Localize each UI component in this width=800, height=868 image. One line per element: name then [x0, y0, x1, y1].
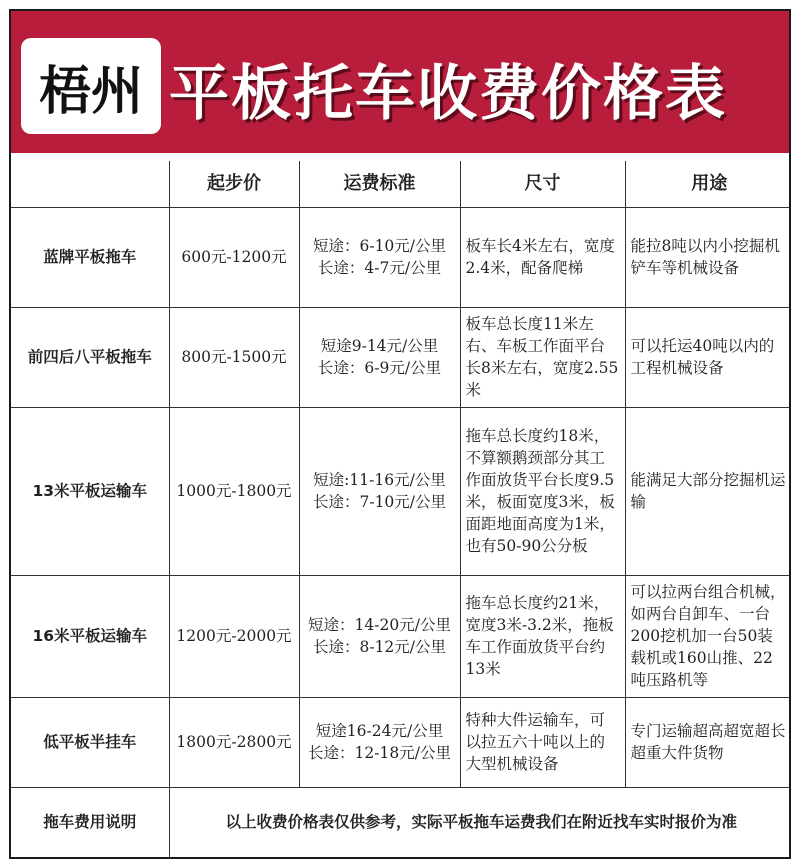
start-price: 1000元-1800元 [169, 407, 299, 575]
table-row [11, 207, 791, 307]
freight-rate [299, 307, 460, 407]
usage-desc: 能拉8吨以内小挖掘机铲车等机械设备 [625, 207, 791, 307]
start-price: 1200元-2000元 [169, 575, 299, 697]
note-text: 以上收费价格表仅供参考，实际平板拖车运费我们在附近找车实时报价为准 [169, 787, 791, 857]
vehicle-name: 16米平板运输车 [11, 575, 169, 697]
freight-rate [299, 207, 460, 307]
start-price: 800元-1500元 [169, 307, 299, 407]
usage-desc: 专门运输超高超宽超长超重大件货物 [625, 697, 791, 787]
usage-desc: 能满足大部分挖掘机运输 [625, 407, 791, 575]
freight-rate [299, 575, 460, 697]
table-row [11, 575, 791, 697]
size-spec: 拖车总长度约21米，宽度3米-3.2米，拖板车工作面放货平台约13米 [460, 575, 625, 697]
short-rate: 短途：6-10元/公里 [312, 237, 447, 255]
header-cell-use: 用途 [625, 161, 791, 207]
size-spec: 拖车总长度约18米，不算额鹅颈部分其工作面放货平台长度9.5米，板面宽度3米，板面距地面高度为1米，也有50-90公分板 [460, 407, 625, 575]
start-price: 1800元-2800元 [169, 697, 299, 787]
size-spec: 特种大件运输车，可以拉五六十吨以上的大型机械设备 [460, 697, 625, 787]
long-rate: 长途：12-18元/公里 [308, 744, 451, 762]
vehicle-name: 13米平板运输车 [11, 407, 169, 575]
short-rate: 短途:11-16元/公里 [313, 471, 446, 489]
freight-rate [299, 407, 460, 575]
note-label: 拖车费用说明 [11, 787, 169, 857]
price-sheet [9, 9, 791, 859]
table-header-row [11, 161, 791, 207]
header-cell-freight: 运费标准 [299, 161, 460, 207]
short-rate: 短途：14-20元/公里 [308, 616, 451, 634]
short-rate: 短途9-14元/公里 [320, 337, 439, 355]
header-cell-size: 尺寸 [460, 161, 625, 207]
long-rate: 长途：4-7元/公里 [317, 259, 442, 277]
size-spec: 板车总长度11米左右、车板工作面平台长8米左右，宽度2.55米 [460, 307, 625, 407]
short-rate: 短途16-24元/公里 [315, 722, 444, 740]
price-table [11, 161, 791, 858]
city-badge: 梧州 [21, 38, 161, 134]
freight-rate [299, 697, 460, 787]
usage-desc: 可以托运40吨以内的工程机械设备 [625, 307, 791, 407]
header-cell-price: 起步价 [169, 161, 299, 207]
title-banner [11, 11, 789, 153]
long-rate: 长途：6-9元/公里 [317, 359, 442, 377]
table-row [11, 307, 791, 407]
note-row [11, 787, 791, 857]
vehicle-name: 蓝牌平板拖车 [11, 207, 169, 307]
table-row [11, 407, 791, 575]
page-title: 平板托车收费价格表 [169, 59, 727, 129]
vehicle-name: 前四后八平板拖车 [11, 307, 169, 407]
vehicle-name: 低平板半挂车 [11, 697, 169, 787]
long-rate: 长途：8-12元/公里 [312, 638, 447, 656]
start-price: 600元-1200元 [169, 207, 299, 307]
long-rate: 长途：7-10元/公里 [312, 493, 447, 511]
header-cell-blank [11, 161, 169, 207]
table-row [11, 697, 791, 787]
usage-desc: 可以拉两台组合机械，如两台自卸车、一台200挖机加一台50装载机或160山推、22吨压路机等 [625, 575, 791, 697]
size-spec: 板车长4米左右，宽度2.4米，配备爬梯 [460, 207, 625, 307]
